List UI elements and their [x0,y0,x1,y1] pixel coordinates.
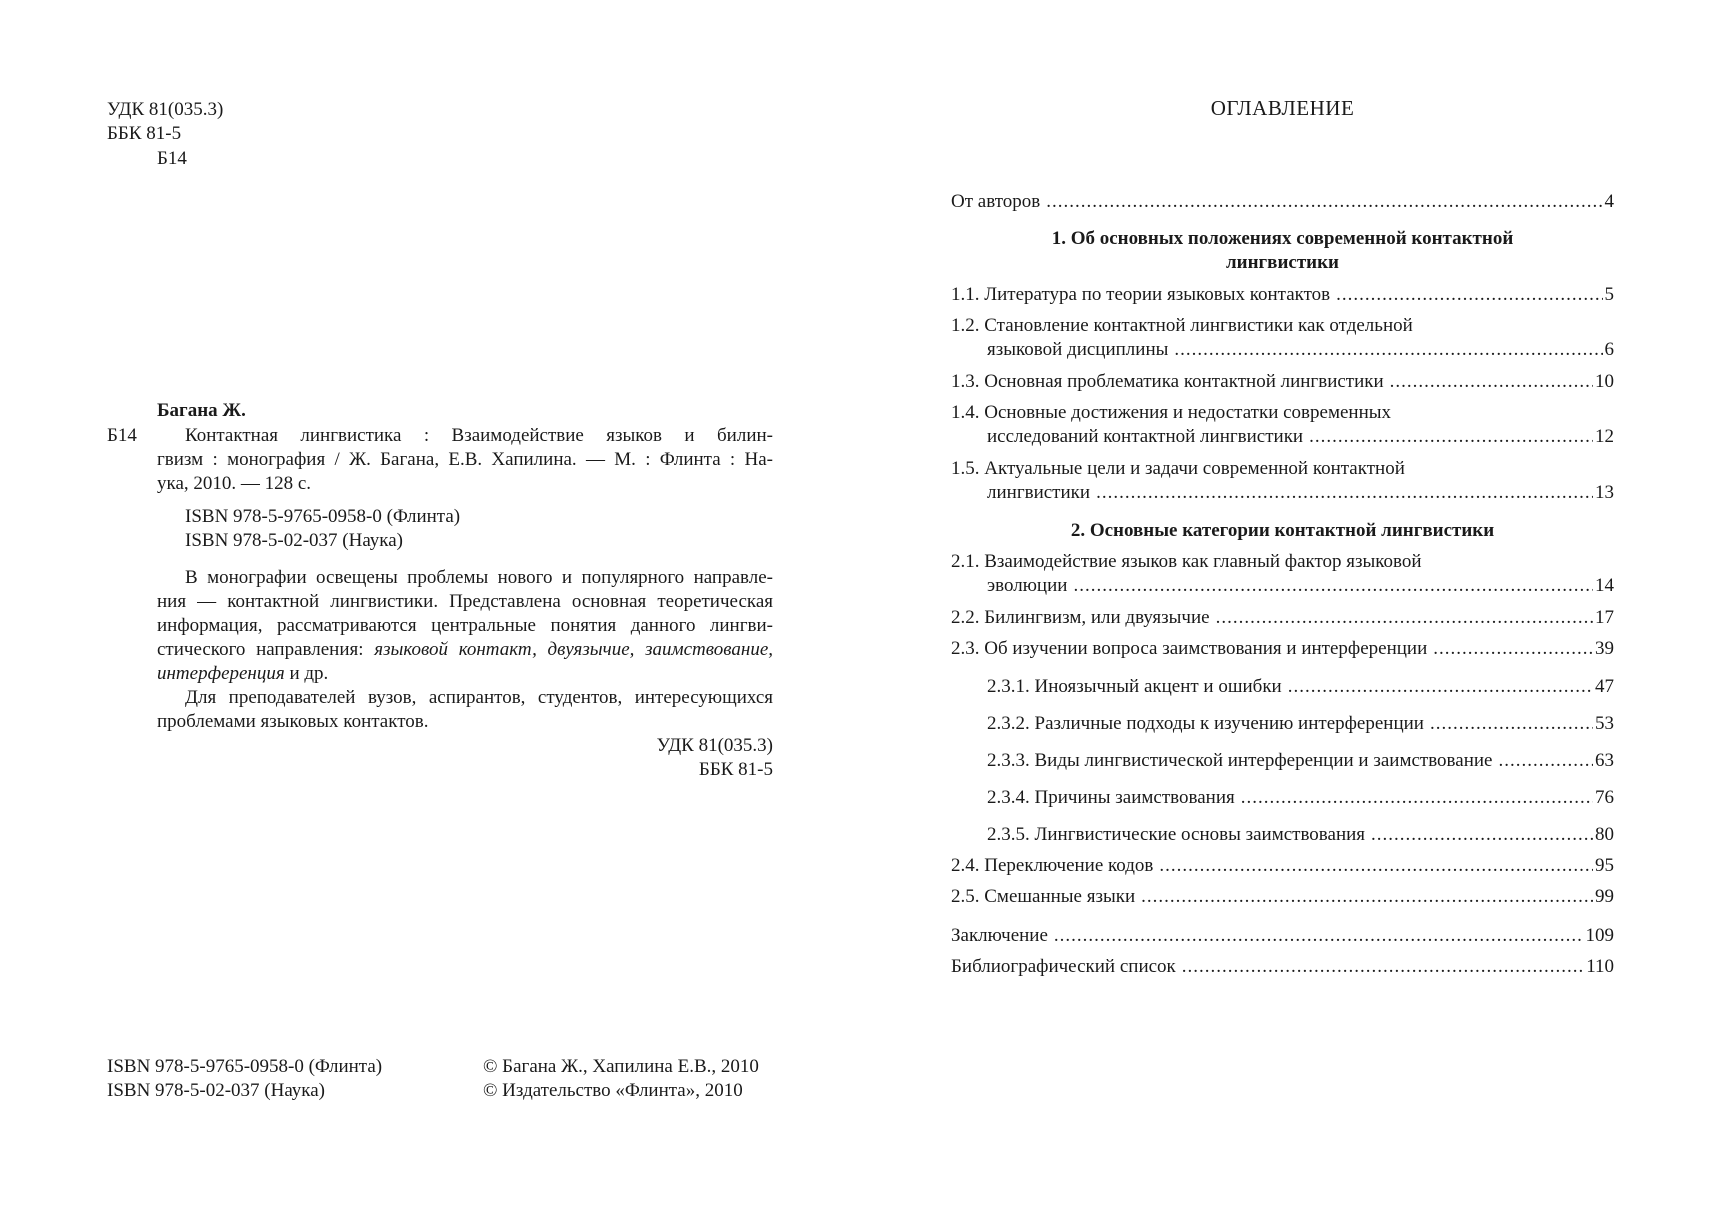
entry-code: Б14 [107,425,137,446]
toc-item-2-3-5[interactable]: 2.3.5. Лингвистические основы заимствования ..... 80 [987,823,1614,847]
copyright-publisher: © Издательство «Флинта», 2010 [483,1080,743,1101]
abstract-line-2: ния — контактной лингвистики. Представлена основная теоретическая [157,591,773,612]
toc-item-conclusion[interactable]: Заключение ..... 109 [951,924,1614,948]
toc-item-2-1[interactable]: эволюции ..... 14 [987,574,1614,598]
toc-item-1-2-line-1[interactable]: 1.2. Становление контактной лингвистики как отдельной [951,315,1413,336]
toc-item-1-4-line-1[interactable]: 1.4. Основные достижения и недостатки современных [951,402,1392,423]
author-mark: Б14 [157,148,187,169]
toc-item-2-4[interactable]: 2.4. Переключение кодов ..... 95 [951,854,1614,878]
toc-title: ОГЛАВЛЕНИЕ [1210,96,1355,120]
toc-page-number: 14 [1595,575,1614,596]
toc-item-1-4[interactable]: исследований контактной лингвистики ..... 12 [987,425,1614,449]
toc-section-1-line-2: лингвистики [1226,252,1339,273]
bib-entry-line-1: Контактная лингвистика : Взаимодействие языков и билин- [185,425,773,446]
toc-section-1-line-1: 1. Об основных положениях современной контактной [1051,228,1514,249]
toc-page-number: 109 [1585,925,1614,946]
bib-entry-line-3: ука, 2010. — 128 с. [157,473,312,494]
toc-page-number: 4 [1604,191,1614,212]
toc-page-number: 39 [1595,638,1614,659]
abstract-line-4 [157,638,773,662]
toc-section-2: 2. Основные категории контактной лингвистики [1070,520,1495,541]
toc-item-bibliography[interactable]: Библиографический список ..... 110 [951,955,1614,979]
footer-isbn-flinta: ISBN 978-5-9765-0958-0 (Флинта) [107,1056,383,1077]
toc-item-2-2[interactable]: 2.2. Билингвизм, или двуязычие ..... 17 [951,606,1614,630]
abstract-line-5 [157,662,328,686]
abstract-line-4-text: стического направления: [157,639,375,660]
footer-isbn-nauka: ISBN 978-5-02-037 (Наука) [107,1080,325,1101]
abstract-line-1: В монографии освещены проблемы нового и популярного направле- [185,567,773,588]
udk-bottom: УДК 81(035.3) [656,735,773,756]
toc-page-number: 53 [1595,713,1614,734]
toc-page-number: 95 [1595,855,1614,876]
toc-page-number: 5 [1604,284,1614,305]
toc-page-number: 6 [1604,339,1614,360]
bbk-bottom: ББК 81-5 [698,759,773,780]
copyright-authors: © Багана Ж., Хапилина Е.В., 2010 [483,1056,759,1077]
toc-item-1-3[interactable]: 1.3. Основная проблематика контактной лингвистики ..... 10 [951,370,1614,394]
toc-item-2-3-1[interactable]: 2.3.1. Иноязычный акцент и ошибки ..... 47 [987,675,1614,699]
toc-item-from-authors[interactable]: От авторов ..... 4 [951,190,1614,214]
toc-page-number: 10 [1595,371,1614,392]
abstract-line-5-text: и др. [284,663,329,684]
toc-item-2-1-line-1[interactable]: 2.1. Взаимодействие языков как главный фактор языковой [951,551,1422,572]
toc-page-number: 13 [1595,482,1614,503]
author-name: Багана Ж. [157,400,246,421]
abstract-line-5-term: интерференция [157,663,285,684]
toc-page-number: 17 [1595,607,1614,628]
toc-item-2-3-3[interactable]: 2.3.3. Виды лингвистической интерференции и заимствование ..... 63 [987,749,1614,773]
toc-item-2-3-4[interactable]: 2.3.4. Причины заимствования ..... 76 [987,786,1614,810]
toc-page-number: 110 [1586,956,1614,977]
toc-item-1-2[interactable]: языковой дисциплины ..... 6 [987,338,1614,362]
bib-entry-line-2: гвизм : монография / Ж. Багана, Е.В. Хапилина. — М. : Флинта : На- [157,449,773,470]
toc-item-1-5-line-1[interactable]: 1.5. Актуальные цели и задачи современной контактной [951,458,1405,479]
toc-item-2-3[interactable]: 2.3. Об изучении вопроса заимствования и интерференции ..... 39 [951,637,1614,661]
isbn-nauka: ISBN 978-5-02-037 (Наука) [185,530,403,551]
abstract-audience-line-2: проблемами языковых контактов. [157,711,429,732]
toc-item-1-1[interactable]: 1.1. Литература по теории языковых контактов ..... 5 [951,283,1614,307]
toc-page-number: 47 [1595,676,1614,697]
toc-page-number: 99 [1595,886,1614,907]
toc-page-number: 12 [1595,426,1614,447]
isbn-flinta: ISBN 978-5-9765-0958-0 (Флинта) [185,506,461,527]
abstract-audience-line-1: Для преподавателей вузов, аспирантов, студентов, интересующихся [185,687,773,708]
toc-page-number: 63 [1595,750,1614,771]
toc-item-1-5[interactable]: лингвистики ..... 13 [987,481,1614,505]
udk-code: УДК 81(035.3) [107,99,224,120]
toc-item-2-3-2[interactable]: 2.3.2. Различные подходы к изучению интерференции ..... 53 [987,712,1614,736]
abstract-line-3: информация, рассматриваются центральные понятия данного лингви- [157,615,773,636]
toc-page-number: 76 [1595,787,1614,808]
toc-item-2-5[interactable]: 2.5. Смешанные языки ..... 99 [951,885,1614,909]
bbk-code: ББК 81-5 [107,123,182,144]
abstract-line-4-terms: языковой контакт, двуязычие, заимствование, [374,639,774,660]
toc-page-number: 80 [1595,824,1614,845]
